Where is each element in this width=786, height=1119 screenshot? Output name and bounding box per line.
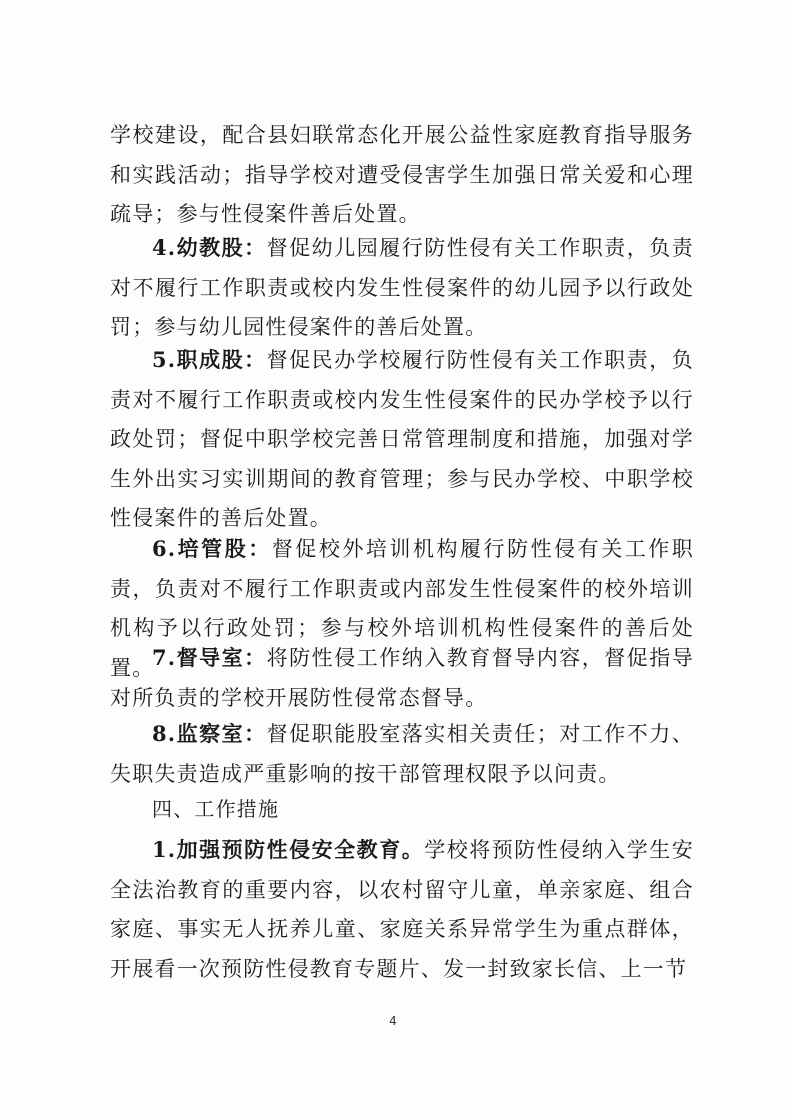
paragraph-measure-1 xyxy=(110,830,694,989)
paragraph-text: 督促校外培训机构履行防性侵有关工作职责，负责对不履行工作职责或内部发生性侵案件的校外培训机构予以行政处罚；参与校外培训机构性侵案件的善后处置。 xyxy=(110,537,694,680)
paragraph-text: 督促职能股室落实相关责任；对工作不力、失职失责造成严重影响的按干部管理权限予以问责。 xyxy=(110,722,694,786)
section-lead: 8.监察室： xyxy=(152,721,267,746)
heading-text: 四、工作措施 xyxy=(152,797,280,821)
paragraph-dudao-section xyxy=(110,638,694,718)
paragraph-youjiao-section xyxy=(110,228,694,348)
paragraph-text: 学校将预防性侵纳入学生安全法治教育的重要内容，以农村留守儿童，单亲家庭、组合家庭、事实无人抚养儿童、家庭关系异常学生为重点群体，开展看一次预防性侵教育专题片、发一封致家长信、上一节 xyxy=(110,838,694,981)
paragraph-continuation xyxy=(110,116,694,235)
section-lead: 4.幼教股： xyxy=(152,235,267,260)
paragraph-zhicheng-section xyxy=(110,340,694,539)
paragraph-text: 督促幼儿园履行防性侵有关工作职责，负责对不履行工作职责或校内发生性侵案件的幼儿园予以行政处罚；参与幼儿园性侵案件的善后处置。 xyxy=(110,236,694,339)
section-lead: 5.职成股： xyxy=(152,347,267,372)
paragraph-text: 将防性侵工作纳入教育督导内容，督促指导对所负责的学校开展防性侵常态督导。 xyxy=(110,646,694,710)
paragraph-jiancha-section xyxy=(110,714,694,794)
section-lead: 1.加强预防性侵安全教育。 xyxy=(152,837,425,862)
paragraph-text: 督促民办学校履行防性侵有关工作职责，负责对不履行工作职责或校内发生性侵案件的民办学校予以行政处罚；督促中职学校完善日常管理制度和措施，加强对学生外出实习实训期间的教育管理；参与民办学校、中职学校性侵案件的善后处置。 xyxy=(110,348,694,530)
section-heading xyxy=(110,790,694,830)
page-number: 4 xyxy=(389,1014,397,1028)
section-lead: 7.督导室： xyxy=(152,645,267,670)
section-lead: 6.培管股： xyxy=(152,536,272,561)
paragraph-text: 学校建设，配合县妇联常态化开展公益性家庭教育指导服务和实践活动；指导学校对遭受侵害学生加强日常关爱和心理疏导；参与性侵案件善后处置。 xyxy=(110,123,694,226)
